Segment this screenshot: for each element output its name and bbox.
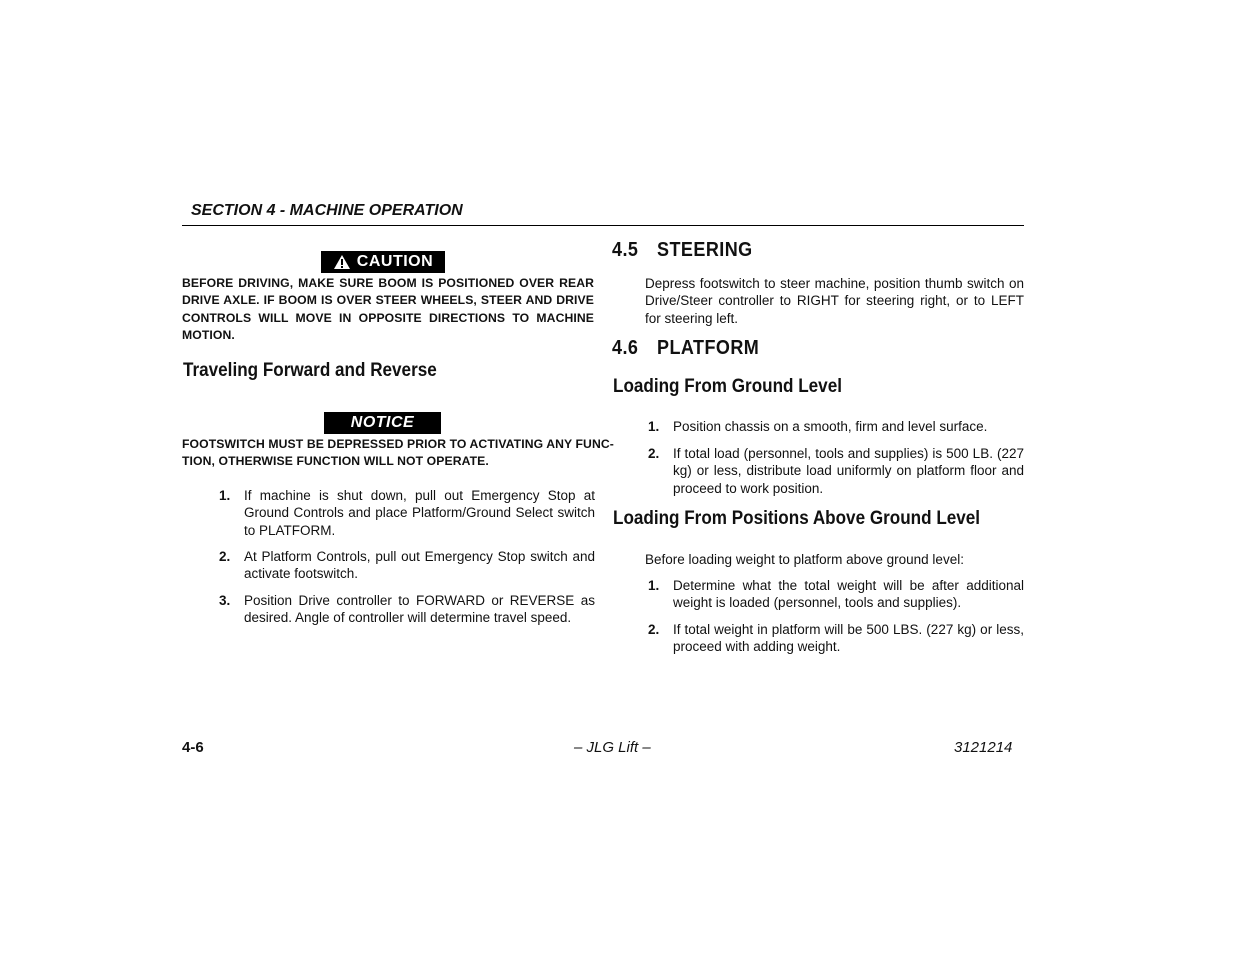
notice-line-1: FOOTSWITCH MUST BE DEPRESSED PRIOR TO ACTIVATING ANY FUNC- xyxy=(182,437,614,451)
page-number: 4-6 xyxy=(182,739,204,756)
section-title: STEERING xyxy=(657,239,753,261)
step-text: At Platform Controls, pull out Emergency Stop switch and activate footswitch. xyxy=(244,549,595,582)
footer-center: – JLG Lift – xyxy=(574,739,651,756)
list-item xyxy=(648,445,1024,497)
step-number: 2. xyxy=(219,549,231,564)
warning-triangle-icon xyxy=(333,254,351,270)
step-number: 1. xyxy=(648,419,660,434)
step-text: Determine what the total weight will be after additional weight is loaded (personnel, tools and supplies). xyxy=(673,578,1024,611)
step-number: 1. xyxy=(648,578,660,593)
steering-heading xyxy=(612,239,753,262)
list-item xyxy=(219,487,595,539)
step-text: Position chassis on a smooth, firm and level surface. xyxy=(673,419,988,434)
list-item xyxy=(648,418,1024,435)
above-ground-heading: Loading From Positions Above Ground Level xyxy=(613,508,981,529)
list-item xyxy=(648,621,1024,656)
step-number: 1. xyxy=(219,488,231,503)
section-header: SECTION 4 - MACHINE OPERATION xyxy=(191,202,463,219)
notice-text xyxy=(182,436,614,471)
section-number: 4.5 xyxy=(612,239,639,261)
step-text: If total weight in platform will be 500 LBS. (227 kg) or less, proceed with adding weight. xyxy=(673,622,1024,655)
platform-heading xyxy=(612,337,759,360)
step-text: If machine is shut down, pull out Emergency Stop at Ground Controls and place Platform/Ground Select switch to PLATFORM. xyxy=(244,488,595,538)
list-item xyxy=(648,577,1024,612)
list-item xyxy=(219,548,595,583)
step-number: 2. xyxy=(648,622,660,637)
step-text: Position Drive controller to FORWARD or REVERSE as desired. Angle of controller will determine travel speed. xyxy=(244,593,595,626)
section-title: PLATFORM xyxy=(657,337,760,359)
caution-text: BEFORE DRIVING, MAKE SURE BOOM IS POSITIONED OVER REAR DRIVE AXLE. IF BOOM IS OVER STEER WHEELS, STEER AND DRIVE CONTROLS WILL MOVE IN OPPOSITE DIRECTIONS TO MACHINE MOTION. xyxy=(182,276,594,342)
notice-line-2: TION, OTHERWISE FUNCTION WILL NOT OPERATE. xyxy=(182,454,489,469)
caution-badge xyxy=(321,251,445,273)
header-rule xyxy=(182,225,1024,226)
ground-level-heading: Loading From Ground Level xyxy=(613,376,842,397)
step-text: If total load (personnel, tools and supplies) is 500 LB. (227 kg) or less, distribute load uniformly on platform floor and proceed to work position. xyxy=(673,446,1024,496)
above-ground-intro: Before loading weight to platform above ground level: xyxy=(645,552,964,567)
notice-label: NOTICE xyxy=(350,414,415,431)
traveling-heading: Traveling Forward and Reverse xyxy=(183,360,437,381)
notice-badge xyxy=(324,412,441,434)
step-number: 2. xyxy=(648,446,660,461)
step-number: 3. xyxy=(219,593,231,608)
list-item xyxy=(219,592,595,627)
section-number: 4.6 xyxy=(612,337,639,359)
document-number: 3121214 xyxy=(954,739,1013,756)
caution-label: CAUTION xyxy=(356,253,434,270)
steering-text: Depress footswitch to steer machine, position thumb switch on Drive/Steer controller to RIGHT for steering right, or to LEFT for steering left. xyxy=(645,276,1024,326)
